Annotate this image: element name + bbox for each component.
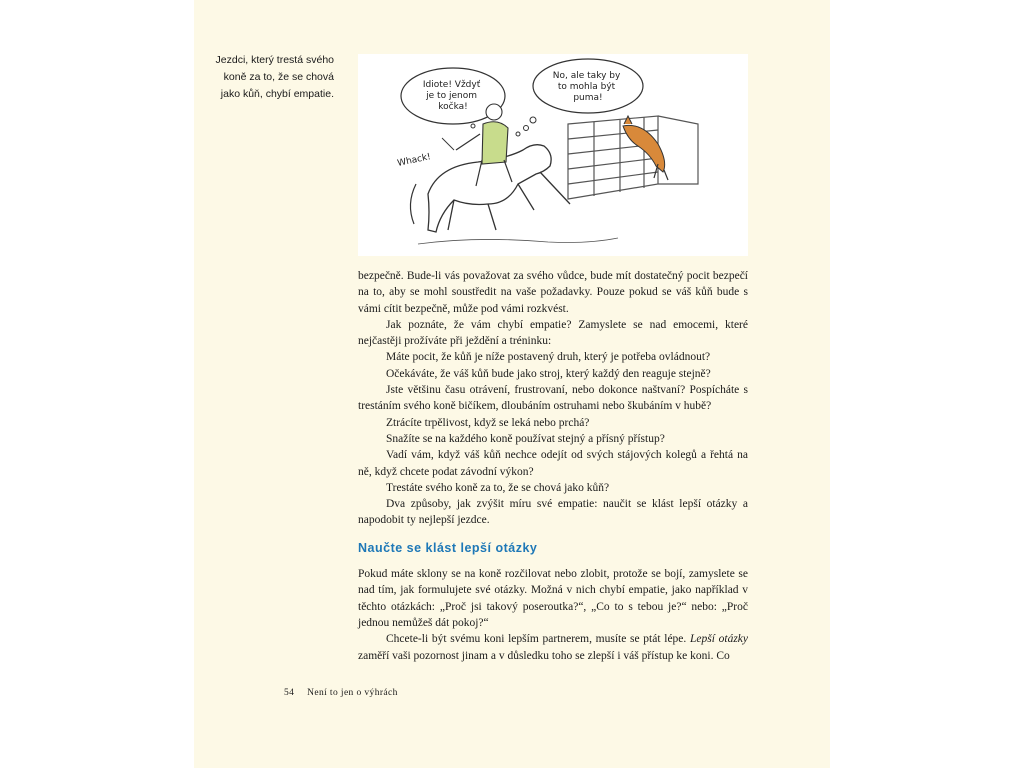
question-item: Trestáte svého koně za to, že se chová jako kůň?	[386, 481, 610, 494]
body-text	[358, 268, 748, 664]
page-number: 54	[284, 688, 295, 698]
paragraph: Jak poznáte, že vám chybí empatie? Zamyslete se nad emocemi, které nejčastěji prožíváte při ježdění a tréninku:	[358, 318, 748, 348]
question-item: Jste většinu času otrávení, frustrovaní, nebo dokonce naštvaní? Pospícháte s trestáním svého koně bičíkem, dloubáním ostruhami nebo škubáním v hubě?	[358, 384, 748, 413]
running-title: Není to jen o výhrách	[307, 688, 398, 698]
margin-note: Jezdci, který trestá svého koně za to, že se chová jako kůň, chybí empatie.	[215, 54, 334, 100]
horse-rider-drawing	[410, 104, 618, 244]
paragraph-text: zaměří vaši pozornost jinam a v důsledku toho se zlepší i váš přístup ke koni. Co	[358, 649, 730, 662]
paragraph: Dva způsoby, jak zvýšit míru své empatie: naučit se klást lepší otázky a napodobit ty nejlepší jezdce.	[358, 498, 748, 527]
section-heading: Naučte se klást lepší otázky	[358, 540, 538, 555]
paragraph: bezpečně. Bude-li vás považovat za svého vůdce, bude mít dostatečný pocit bezpečí na to, aby se mohl soustředit na vaše požadavky. Pouze pokud se váš kůň bude s vámi cítit bezpečně, může pod vámi rozkvést.	[358, 270, 748, 315]
cat-drawing	[623, 116, 668, 180]
question-item: Snažíte se na každého koně používat stejný a přísný přístup?	[386, 432, 665, 445]
paragraph	[358, 631, 748, 664]
question-item: Vadí vám, když váš kůň nechce odejít od svých stájových kolegů a řehtá na ně, když chcete podat závodní výkon?	[358, 449, 748, 478]
whack-sound-effect: Whack!	[396, 152, 432, 169]
question-item: Máte pocit, že kůň je níže postavený druh, který je potřeba ovládnout?	[386, 351, 711, 364]
emphasized-text: Lepší otázky	[690, 633, 748, 646]
paragraph: Pokud máte sklony se na koně rozčilovat nebo zlobit, protože se bojí, zamyslete se nad tím, jak formulujete své otázky. Možná v nich chybí empatie, jako například v těchto otázkách: „Proč jsi takový poseroutka?“, „Co to s tebou je?“ nebo: „Proč jednou nemůžeš dát pokoj?“	[358, 568, 748, 629]
speech-bubble-right-text: No, ale taky by to mohla být puma!	[552, 71, 621, 103]
question-item: Ztrácíte trpělivost, když se leká nebo prchá?	[386, 416, 590, 429]
cartoon-illustration	[358, 54, 748, 256]
page-footer	[284, 688, 398, 698]
cartoon-drawing	[358, 54, 748, 256]
question-item: Očekáváte, že váš kůň bude jako stroj, který každý den reaguje stejně?	[386, 367, 711, 380]
speech-bubble-left-text: Idiote! Vždyť je to jenom kočka!	[422, 80, 481, 112]
paragraph-text: Chcete-li být svému koni lepším partnerem, musíte se ptát lépe.	[386, 633, 690, 646]
